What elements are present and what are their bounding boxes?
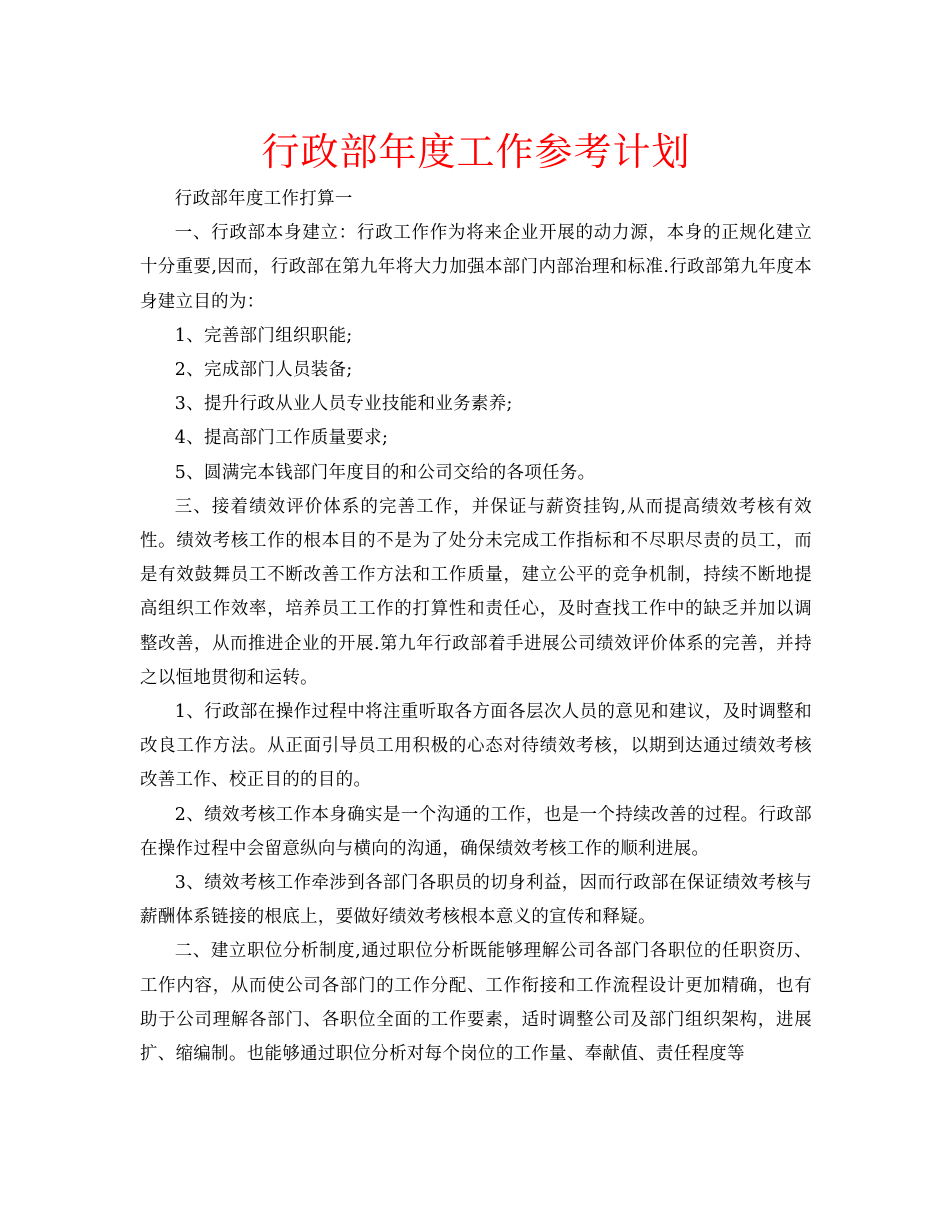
list-item-performance-2: 2、绩效考核工作本身确实是一个沟通的工作，也是一个持续改善的过程。行政部在操作过程中会留意纵向与横向的沟通，确保绩效考核工作的顺利进展。 xyxy=(140,804,812,859)
list-item-goal-5: 5、圆满完本钱部门年度目的和公司交给的各项任务。 xyxy=(174,462,596,483)
paragraph-self-construction: 一、行政部本身建立：行政工作作为将来企业开展的动力源，本身的正规化建立十分重要,因而，行政部在第九年将大力加强本部门内部治理和标准.行政部第九年度本身建立目的为： xyxy=(140,223,812,312)
list-item-goal-4: 4、提高部门工作质量要求; xyxy=(174,428,389,449)
list-item-goal-3: 3、提升行政从业人员专业技能和业务素养; xyxy=(174,394,513,415)
list-item-performance-3: 3、绩效考核工作牵涉到各部门各职员的切身利益，因而行政部在保证绩效考核与薪酬体系链接的根底上，要做好绩效考核根本意义的宣传和释疑。 xyxy=(140,873,812,928)
paragraph-subtitle: 行政部年度工作打算一 xyxy=(174,189,353,209)
paragraph-performance-system: 三、接着绩效评价体系的完善工作，并保证与薪资挂钩,从而提高绩效考核有效性。绩效考核工作的根本目的不是为了处分未完成工作指标和不尽职尽责的员工，而是有效鼓舞员工不断改善工作方法和工作质量，建立公平的竞争机制，持续不断地提高组织工作效率，培养员工工作的打算性和责任心，及时查找工作中的缺乏并加以调整改善，从而推进企业的开展.第九年行政部着手进展公司绩效评价体系的完善，并持之以恒地贯彻和运转。 xyxy=(140,496,812,688)
document-page xyxy=(140,128,812,1071)
list-item-performance-1: 1、行政部在操作过程中将注重听取各方面各层次人员的意见和建议，及时调整和改良工作方法。从正面引导员工用积极的心态对待绩效考核，以期到达通过绩效考核改善工作、校正目的的目的。 xyxy=(140,702,812,791)
paragraph-job-analysis: 二、建立职位分析制度,通过职位分析既能够理解公司各部门各职位的任职资历、工作内容，从而使公司各部门的工作分配、工作衔接和工作流程设计更加精确，也有助于公司理解各部门、各职位全面的工作要素，适时调整公司及部门组织架构，进展扩、缩编制。也能够通过职位分析对每个岗位的工作量、奉献值、责任程度等 xyxy=(140,941,812,1065)
list-item-goal-1: 1、完善部门组织职能; xyxy=(174,325,353,346)
document-title: 行政部年度工作参考计划 xyxy=(261,130,691,174)
list-item-goal-2: 2、完成部门人员装备; xyxy=(174,360,353,381)
